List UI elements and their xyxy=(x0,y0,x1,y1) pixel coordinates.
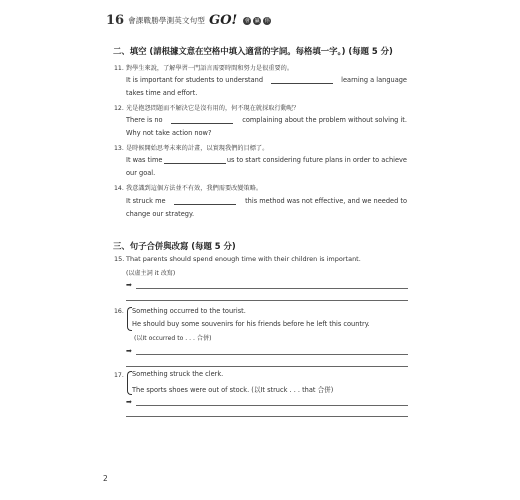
page-number: 2 xyxy=(103,474,108,483)
answer-line[interactable] xyxy=(126,416,408,417)
question-chinese-text: 光是抱怨問題而不解決它是沒有用的，何不現在就採取行動呢？ xyxy=(126,105,300,112)
question-14-english-line1 xyxy=(126,197,407,205)
question-16-hint: (以It occurred to . . . 合併) xyxy=(134,335,212,342)
sentence-part: learning a language xyxy=(341,76,407,84)
question-11-english-line2: takes time and effort. xyxy=(126,89,198,97)
page-header xyxy=(106,13,271,28)
question-12-english-line1 xyxy=(126,116,407,124)
arrow-icon: ➡ xyxy=(126,398,132,406)
question-16-sentence-1: Something occurred to the tourist. xyxy=(132,307,246,315)
question-17-sentence-2: The sports shoes were out of stock. (以It struck . . . that 合併) xyxy=(132,386,334,394)
answer-line[interactable] xyxy=(126,397,408,406)
header-number: 16 xyxy=(106,13,125,28)
question-17-sentence-1: Something struck the clerk. xyxy=(132,370,224,378)
header-badges xyxy=(243,17,271,25)
question-11-chinese xyxy=(114,63,293,72)
question-12-english-line2: Why not take action now? xyxy=(126,129,212,137)
question-text: That parents should spend enough time with their children is important. xyxy=(126,255,361,263)
sentence-part: It was time xyxy=(126,156,163,164)
sentence-part: There is no xyxy=(126,116,163,124)
answer-line[interactable] xyxy=(126,280,408,289)
sentence-part: complaining about the problem without solving it. xyxy=(242,116,407,124)
sentence-part: this method was not effective, and we needed to xyxy=(245,197,407,205)
arrow-icon: ➡ xyxy=(126,281,132,289)
question-16-number: 16. xyxy=(114,308,124,315)
header-title: 會課戰勝學測英文句型 xyxy=(128,16,206,25)
question-13-english-line1 xyxy=(126,156,407,164)
question-number: 12. xyxy=(114,105,124,112)
answer-blank[interactable] xyxy=(171,116,233,124)
question-15-hint: (以虛主詞 it 改寫) xyxy=(126,270,176,277)
header-badge: 會 xyxy=(244,18,250,24)
question-12-chinese xyxy=(114,103,299,112)
answer-blank[interactable] xyxy=(164,156,226,164)
answer-blank[interactable] xyxy=(271,76,333,84)
question-11-english-line1 xyxy=(126,76,407,84)
question-number: 14. xyxy=(114,185,124,192)
sentence-part: It struck me xyxy=(126,197,166,205)
header-badge: 贏 xyxy=(254,18,260,24)
question-17-number: 17. xyxy=(114,372,124,379)
question-14-english-line2: change our strategy. xyxy=(126,210,195,218)
question-16-sentence-2: He should buy some souvenirs for his friends before he left this country. xyxy=(132,320,370,328)
question-14-chinese xyxy=(114,183,262,192)
arrow-icon: ➡ xyxy=(126,347,132,355)
question-chinese-text: 對學生來說，了解學習一門語言需要時間和努力是很重要的。 xyxy=(126,65,294,72)
question-number: 11. xyxy=(114,65,124,72)
question-13-chinese xyxy=(114,143,268,152)
header-go-logo: GO! xyxy=(209,13,238,28)
question-number: 15. xyxy=(114,255,125,263)
question-number: 13. xyxy=(114,145,124,152)
answer-line[interactable] xyxy=(126,300,408,301)
question-15 xyxy=(114,255,361,263)
question-chinese-text: 我意識到這個方法並不有效，我們需要改變策略。 xyxy=(126,185,263,192)
question-chinese-text: 是時候開始思考未來的計畫，以實現我們的目標了。 xyxy=(126,145,269,152)
header-badge: 你 xyxy=(264,18,270,24)
section-title-fill-in: 二、填空 (請根據文意在空格中填入適當的字詞。每格填一字。) (每題 5 分) xyxy=(113,46,393,56)
answer-blank[interactable] xyxy=(174,197,236,205)
answer-line[interactable] xyxy=(126,366,408,367)
section-title-combine: 三、句子合併與改寫 (每題 5 分) xyxy=(113,241,236,251)
sentence-part: us to start considering future plans in order to achieve xyxy=(226,156,407,164)
question-13-english-line2: our goal. xyxy=(126,169,156,177)
answer-line[interactable] xyxy=(126,346,408,355)
sentence-part: It is important for students to understand xyxy=(126,76,264,84)
